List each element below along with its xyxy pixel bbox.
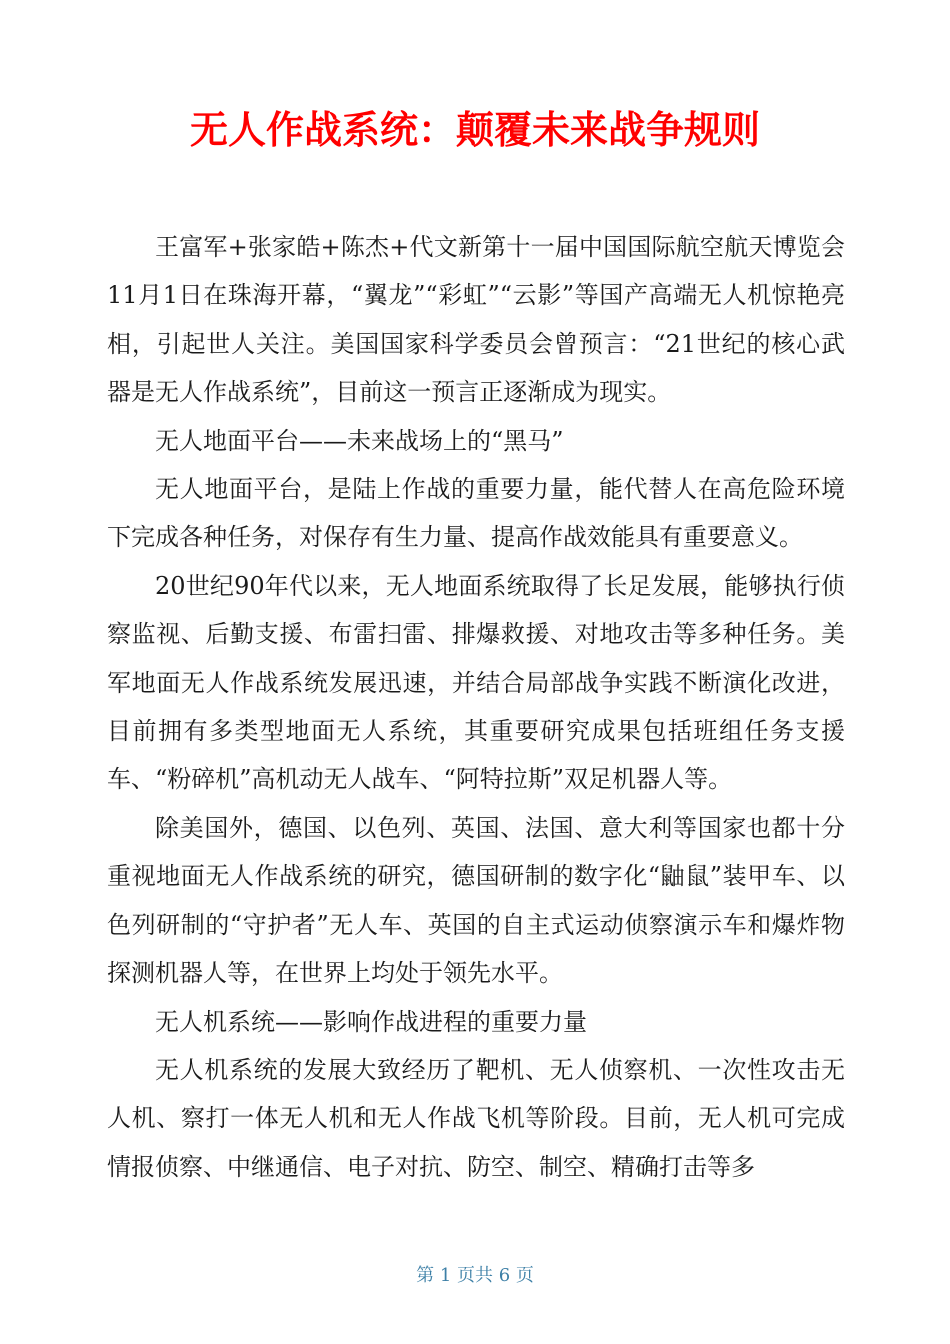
page-number-footer: 第 1 页共 6 页 bbox=[416, 1265, 534, 1286]
paragraph-uav-development: 无人机系统的发展大致经历了靶机、无人侦察机、一次性攻击无人机、察打一体无人机和无人作战飞机等阶段。目前，无人机可完成情报侦察、中继通信、电子对抗、防空、制空、精确打击等多 bbox=[107, 1055, 845, 1181]
paragraph-us-ground-systems: 20世纪90年代以来，无人地面系统取得了长足发展，能够执行侦察监视、后勤支援、布雷扫雷、排爆救援、对地攻击等多种任务。美军地面无人作战系统发展迅速，并结合局部战争实践不断演化改进，目前拥有多类型地面无人系统，其重要研究成果包括班组任务支援车、“粉碎机”高机动无人战车、“阿特拉斯”双足机器人等。 bbox=[107, 571, 845, 794]
paragraph-intro: 王富军+张家皓+陈杰+代文新第十一届中国国际航空航天博览会11月1日在珠海开幕，“翼龙”“彩虹”“云影”等国产高端无人机惊艳亮相，引起世人关注。美国国家科学委员会曾预言：“21世纪的核心武器是无人作战系统”，目前这一预言正逐渐成为现实。 bbox=[107, 233, 845, 407]
paragraph-ground-platform-role: 无人地面平台，是陆上作战的重要力量，能代替人在高危险环境下完成各种任务，对保存有生力量、提高作战效能具有重要意义。 bbox=[107, 475, 845, 552]
document-title: 无人作战系统：颠覆未来战争规则 bbox=[189, 108, 760, 152]
document-body bbox=[107, 223, 845, 1191]
paragraph-other-countries: 除美国外，德国、以色列、英国、法国、意大利等国家也都十分重视地面无人作战系统的研究，德国研制的数字化“鼬鼠”装甲车、以色列研制的“守护者”无人车、英国的自主式运动侦察演示车和爆炸物探测机器人等，在世界上均处于领先水平。 bbox=[107, 813, 845, 988]
section-heading-ground-platform: 无人地面平台——未来战场上的“黑马” bbox=[155, 426, 564, 455]
section-heading-uav-systems: 无人机系统——影响作战进程的重要力量 bbox=[155, 1007, 587, 1036]
